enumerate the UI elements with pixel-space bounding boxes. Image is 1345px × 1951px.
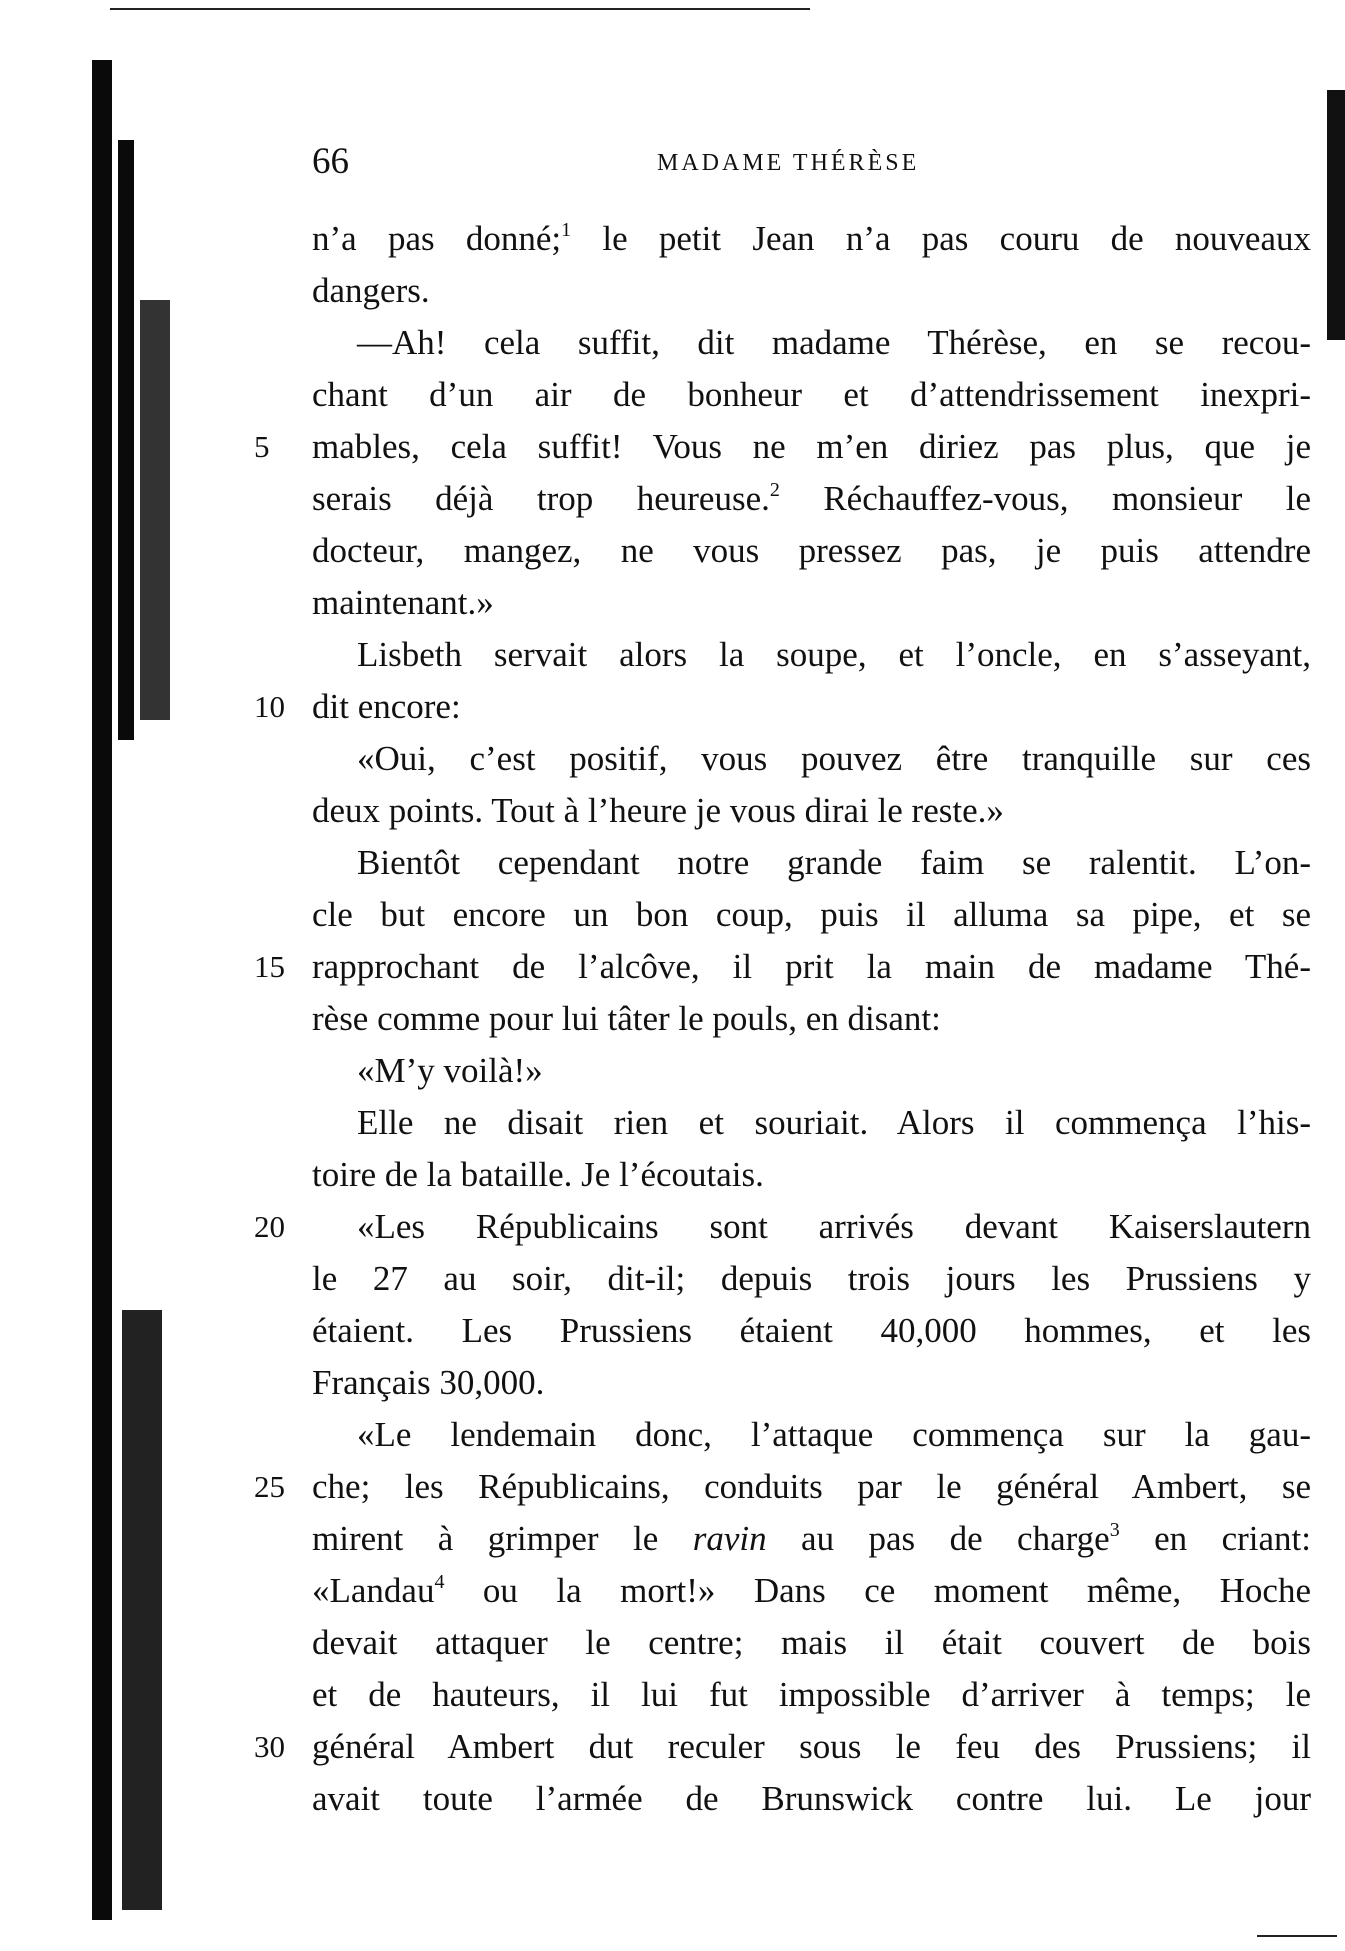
- body-text: [254, 213, 1312, 1825]
- footnote-ref[interactable]: 1: [561, 219, 572, 241]
- text-line: «M’y voilà!»: [357, 1051, 543, 1090]
- text-line: dangers.: [312, 271, 430, 310]
- text-line: Elle ne disait rien et souriait. Alors il commença l’his-: [357, 1103, 1311, 1142]
- text-line: 30 général Ambert dut reculer sous le feu des Prussiens; il: [312, 1721, 1311, 1773]
- text-line: maintenant.»: [312, 583, 494, 622]
- text-line: rèse comme pour lui tâter le pouls, en disant:: [312, 999, 941, 1038]
- text-line: le 27 au soir, dit-il; depuis trois jours les Prussiens y: [312, 1259, 1311, 1298]
- text-line: deux points. Tout à l’heure je vous dirai le reste.»: [312, 791, 1004, 830]
- footnote-ref[interactable]: 3: [1109, 1519, 1120, 1541]
- line-number: 25: [254, 1469, 285, 1504]
- running-title: MADAME THÉRÈSE: [657, 150, 920, 176]
- footnote-ref[interactable]: 4: [434, 1571, 445, 1593]
- page-header: [312, 140, 1312, 190]
- text-line: avait toute l’armée de Brunswick contre lui. Le jour: [312, 1779, 1311, 1818]
- text-line: Lisbeth servait alors la soupe, et l’oncle, en s’asseyant,: [357, 635, 1311, 674]
- text-line: 25 che; les Républicains, conduits par le général Ambert, se: [312, 1461, 1311, 1513]
- bottom-rule: [1257, 1935, 1337, 1937]
- text-line: Bientôt cependant notre grande faim se ralentit. L’on-: [357, 843, 1311, 882]
- text-line: 5 mables, cela suffit! Vous ne m’en diriez pas plus, que je: [312, 421, 1311, 473]
- line-number: 15: [254, 949, 285, 984]
- line-number: 20: [254, 1209, 285, 1244]
- text-line: toire de la bataille. Je l’écoutais.: [312, 1155, 764, 1194]
- page-number: 66: [312, 141, 349, 182]
- line-number: 10: [254, 689, 285, 724]
- text-line: —Ah! cela suffit, dit madame Thérèse, en se recou-: [357, 323, 1311, 362]
- text-line: devait attaquer le centre; mais il était couvert de bois: [312, 1623, 1311, 1662]
- text-line: 10 dit encore:: [312, 681, 1311, 733]
- text-line: mirent à grimper le ravin au pas de charge$^3$ en criant:: [312, 1519, 1312, 1558]
- text-line: cle but encore un bon coup, puis il alluma sa pipe, et se: [312, 895, 1311, 934]
- text-line: 15 rapprochant de l’alcôve, il prit la main de madame Thé-: [312, 941, 1311, 993]
- page-edge-shadow: [1327, 90, 1345, 340]
- text-line: Français 30,000.: [312, 1363, 545, 1402]
- footnote-ref[interactable]: 2: [769, 479, 780, 501]
- text-line: «Le lendemain donc, l’attaque commença sur la gau-: [357, 1415, 1311, 1454]
- text-line: «Oui, c’est positif, vous pouvez être tranquille sur ces: [357, 739, 1311, 778]
- text-line: n’a pas donné;$^1$ le petit Jean n’a pas couru de nouveaux: [312, 219, 1311, 258]
- text-line: chant d’un air de bonheur et d’attendrissement inexpri-: [312, 375, 1311, 414]
- binding-shadow: [92, 60, 170, 1920]
- text-line: «Landau$^4$ ou la mort!» Dans ce moment même, Hoche: [312, 1571, 1311, 1610]
- text-line: serais déjà trop heureuse.$^2$ Réchauffez-vous, monsieur le: [312, 479, 1311, 518]
- line-number: 30: [254, 1729, 285, 1764]
- text-line: docteur, mangez, ne vous pressez pas, je puis attendre: [312, 531, 1311, 570]
- top-rule: [110, 8, 810, 10]
- text-line: et de hauteurs, il lui fut impossible d’arriver à temps; le: [312, 1675, 1311, 1714]
- text-line: 20 «Les Républicains sont arrivés devant Kaiserslautern: [312, 1201, 1311, 1253]
- text-line: étaient. Les Prussiens étaient 40,000 hommes, et les: [312, 1311, 1311, 1350]
- line-number: 5: [254, 429, 270, 464]
